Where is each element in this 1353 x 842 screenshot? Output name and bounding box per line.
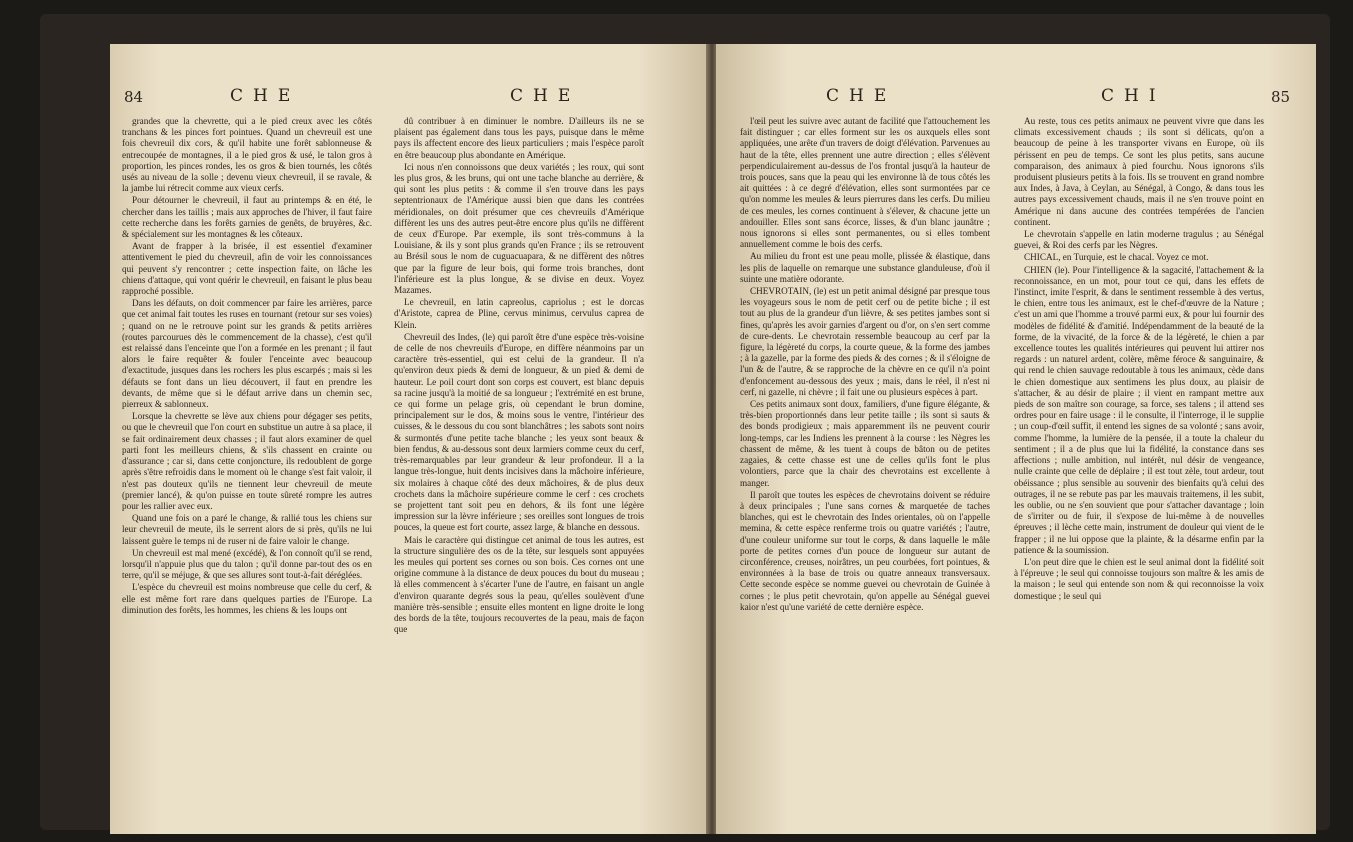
running-header: CHE (230, 86, 301, 106)
right-page (716, 44, 1316, 834)
open-book (40, 14, 1330, 830)
paragraph: dû contribuer à en diminuer le nombre. D'ailleurs ils ne se plaisent pas également dans tous les pays, puisque dans le même pays ils affectent encore des lieux particuliers ; mais l'espèce paroît en être beaucoup plus abondante en Amérique. (394, 116, 644, 160)
page-number: 84 (124, 88, 144, 106)
paragraph: Ici nous n'en connoissons que deux variétés ; les roux, qui sont les plus gros, & les bruns, qui ont une tache blanche au derrière, & qui sont les plus petits : & comme il s'en trouve dans les pays septentrionaux de l'Amérique aussi bien que dans les contrées méridionales, on doit présumer que ces chevreuils d'Amérique diffèrent les uns des autres peut-être encore plus qu'ils ne diffèrent de ceux d'Europe. Par exemple, ils sont très-communs à la Louisiane, & ils y sont plus grands qu'en France ; ils se retrouvent au Brésil sous le nom de cuguacuapara, & ne diffèrent des nôtres que par la figure de leur bois, qui forme trois branches, dont l'inférieure est la plus longue, & se divise en deux. Voyez Mazames. (394, 161, 644, 296)
paragraph: Ces petits animaux sont doux, familiers, d'une figure élégante, & très-bien proportionnés dans leur petite taille ; ils sont si sauts & des bonds prodigieux ; mais apparemment ils ne peuvent courir long-temps, car les Indiens les prennent à la course : les Nègres les chassent de même, & les tuent à coups de bâton ou de petites zagaies, & cette chasse est une de celles qu'ils font le plus volontiers, parce que la chair des chevrotains est excellente à manger. (740, 399, 990, 488)
paragraph: Un chevreuil est mal mené (excédé), & l'on connoît qu'il se rend, lorsqu'il n'appuie plus que du talon ; qu'il donne par-tout des os en terre, qu'il se méjuge, & que ses allures sont tout-à-fait déréglées. (122, 547, 372, 581)
running-header: CHE (510, 86, 581, 106)
text-column (394, 116, 644, 816)
page-number: 85 (1271, 88, 1291, 106)
paragraph: Avant de frapper à la brisée, il est essentiel d'examiner attentivement le pied du chevreuil, afin de voir les connoissances qui peuvent s'y rencontrer ; cette inspection faite, on lâche les chiens d'attaque, qui vont quérir le chevreuil, en faisant le plus beau rapproché possible. (122, 241, 372, 297)
paragraph: CHEVROTAIN, (le) est un petit animal désigné par presque tous les voyageurs sous le nom de petit cerf ou de petite biche ; il est tout au plus de la grandeur d'un lièvre, & ses petites jambes sont si fines, qu'après les avoir garnies d'argent ou d'or, on s'en sert comme de cure-dents. Le chevrotain ressemble beaucoup au cerf par la figure, la légèreté du corps, la courte queue, & la forme des jambes ; à la gazelle, par la forme des pieds & des cornes ; & il s'éloigne de l'un & de l'autre, & se rapproche de la chèvre en ce qu'il n'a point d'enfoncement au-dessous des yeux ; mais, dans le réel, il n'est ni cerf, ni gazelle, ni chèvre ; il fait une ou plusieurs espèces à part. (740, 286, 990, 397)
paragraph: Mais le caractère qui distingue cet animal de tous les autres, est la structure singulière des os de la tête, sur lesquels sont appuyées les meules qui portent ses cornes ou son bois. Ces cornes ont une origine commune à la distance de deux pouces du bout du museau ; là elles commencent à s'écarter l'une de l'autre, en faisant un angle d'environ quarante degrés sous la peau, qu'elles soulèvent d'une manière très-sensible ; ensuite elles montent en ligne droite le long des bords de la tête, toujours recouvertes de la peau, mais de façon que (394, 534, 644, 635)
paragraph: Le chevrotain s'appelle en latin moderne tragulus ; au Sénégal guevei, & Roi des cerfs par les Nègres. (1014, 229, 1264, 251)
paragraph: L'on peut dire que le chien est le seul animal dont la fidélité soit à l'épreuve ; le seul qui connoisse toujours son maître & les amis de la maison ; le seul qui entende son nom & qui reconnoisse la voix domestique ; le seul qui (1014, 556, 1264, 601)
paragraph: Pour détourner le chevreuil, il faut au printemps & en été, le chercher dans les taillis ; mais aux approches de l'hiver, il faut faire cette recherche dans les forêts garnies de genêts, de bruyères, &c. & spécialement sur les montagnes & les côteaux. (122, 195, 372, 240)
paragraph: Il paroît que toutes les espèces de chevrotains doivent se réduire à deux principales ; l'une sans cornes & marquetée de taches blanches, qui est le chevrotain des Indes orientales, où on l'appelle memina, & cette espèce renferme trois ou quatre variétés ; l'autre, d'une couleur uniforme sur tout le corps, & dans laquelle le mâle porte de petites cornes d'un pouce de longueur sur autant de circonférence, creuses, noirâtres, un peu courbées, fort pointues, & environnées à la base de trois ou quatre anneaux transversaux. Cette seconde espèce se nomme guevei ou chevrotain de Guinée à cornes ; le plus petit chevrotain, qu'on appelle au Sénégal guevei kaior n'est qu'une variété de cette dernière espèce. (740, 489, 990, 612)
paragraph: Quand une fois on a paré le change, & rallié tous les chiens sur leur chevreuil de meute, ils le serrent alors de si près, qu'ils ne lui laissent guère le temps ni de ruser ni de faire valoir le change. (122, 513, 372, 546)
paragraph: l'œil peut les suivre avec autant de facilité que l'attouchement les fait distinguer ; car elles forment sur les os auxquels elles sont appliquées, une arête d'un travers de doigt d'élévation. Parvenues au haut de la tête, elles prennent une autre direction ; elles s'élèvent perpendiculairement au-dessus de l'os frontal jusqu'à la hauteur de trois pouces, sans que la peau qui les environne là de tous côtés les ait quittées : à ce degré d'élévation, elles sont surmontées par ce qu'on nomme les meules & leurs pierrures dans les cerfs. Du milieu de ces meules, les cornes continuent à s'élever, & chacune jette un andouiller. Elles sont sans écorce, lisses, & d'un blanc jaunâtre ; nous ignorons si elles sont permanentes, ou si elles tombent annuellement comme le bois des cerfs. (740, 116, 990, 250)
paragraph: Au milieu du front est une peau molle, plissée & élastique, dans les plis de laquelle on remarque une substance glanduleuse, d'où il suinte une matière odorante. (740, 251, 990, 284)
text-column (1014, 116, 1264, 816)
paragraph: CHICAL, en Turquie, est le chacal. Voyez ce mot. (1024, 252, 1209, 263)
paragraph: Lorsque la chevrette se lève aux chiens pour dégager ses petits, ou que le chevreuil que l'on court en substitue un autre à sa place, il se fait ordinairement deux chasses ; il faut alors examiner de quel parti font les meilleurs chiens, & s'ils chassent en crainte ou d'assurance ; car si, dans cette conjoncture, ils redoublent de gorge après s'être refroidis dans le moment où le change s'est fait valoir, il n'est pas douteux qu'ils ne tiennent leur chevreuil de meute (premier lancé), & qu'on puisse en toute sûreté rompre les autres pour les rallier avec eux. (122, 411, 372, 511)
left-page (110, 44, 710, 834)
running-header: CHE (826, 86, 897, 106)
paragraph: Le chevreuil, en latin capreolus, capriolus ; est le dorcas d'Aristote, caprea de Pline, cervus minimus, cervulus caprea de Klein. (394, 297, 644, 330)
text-column (740, 116, 990, 816)
text-column (122, 116, 372, 816)
running-header: CHI (1101, 86, 1166, 106)
paragraph: grandes que la chevrette, qui a le pied creux avec les côtés tranchans & les pinces fort pointues. Quand un chevreuil est une fois chevreuil dix cors, & qu'il habite une forêt sablonneuse & entrecoupée de montagnes, il a le pied gros & usé, le talon gros à proportion, les pinces rondes, les os gros & bien tournés, les côtés usés au niveau de la solle ; devenu vieux chevreuil, il se ravale, & la jambe lui rétrecit comme aux vieux cerfs. (122, 116, 372, 194)
paragraph: Chevreuil des Indes, (le) qui paroît être d'une espèce très-voisine de celle de nos chevreuils d'Europe, en diffère néanmoins par un caractère très-essentiel, qui est celui de la grandeur. Il n'a qu'environ deux pieds & demi de longueur, & un pied & demi de hauteur. Le poil court dont son corps est couvert, est blanc depuis sa racine jusqu'à la moitié de sa longueur ; l'extrémité en est brune, ce qui forme un pelage gris, où cependant le brun domine, principalement sur le dos, & moins sous le ventre, l'intérieur des cuisses, & le dessous du cou sont blanchâtres ; les sabots sont noirs & surmontés d'une petite tache blanche ; les yeux sont beaux & bien fendus, & au-dessous sont deux larmiers comme ceux du cerf, très-remarquables par leur grandeur & leur profondeur. Il a la langue très-longue, huit dents incisives dans la mâchoire inférieure, six molaires à chaque côté des deux mâchoires, & de plus deux crochets dans la mâchoire supérieure comme le cerf : ces crochets se projettent tant soit peu en dehors, & ils font une légère impression sur la lèvre inférieure ; ses oreilles sont longues de trois pouces, la queue est fort courte, assez large, & blanche en dessous. (394, 331, 644, 533)
paragraph: Dans les défauts, on doit commencer par faire les arrières, parce que cet animal fait toutes les ruses en tournant (retour sur ses voies) ; quand on ne le retrouve point sur les grands & petits arrières (routes parcourues dès le commencement de la chasse), c'est qu'il est relaissé dans l'enceinte que l'on a formée en les prenant ; il faut alors le faire requêter & fouler l'enceinte avec beaucoup d'exactitude, jusques dans les rochers les plus escarpés ; mais si les défauts se font dans un lieu découvert, il faut en prendre les devants, de même que si le défaut arrive dans un chemin sec, pierreux & sablonneux. (122, 298, 372, 410)
paragraph: Au reste, tous ces petits animaux ne peuvent vivre que dans les climats excessivement chauds ; ils sont si délicats, qu'on a beaucoup de peine à les transporter vivans en Europe, où ils périssent en peu de temps. Ce sont les plus petits, sans aucune comparaison, des animaux à pied fourchu. Nous ignorons s'ils produisent plusieurs petits à la fois. Ils se trouvent en grand nombre aux Indes, à Java, à Ceylan, au Sénégal, à Congo, & dans tous les autres pays excessivement chauds, mais il ne s'en trouve point en Amérique ni dans aucune des contrées tempérées de l'ancien continent. (1014, 116, 1264, 227)
paragraph: CHIEN (le). Pour l'intelligence & la sagacité, l'attachement & la reconnoissance, en un mot, pour tout ce qui, dans les effets de l'instinct, imite l'esprit, & dans le sentiment ressemble à des vertus, le chien, entre tous les animaux, est le chef-d'œuvre de la Nature ; c'est un ami que l'homme a trouvé parmi eux, & pour lui fournir des modèles de fidélité & d'amitié. Indépendamment de la beauté de la forme, de la vivacité, de la force & de la légèreté, le chien a par excellence toutes les qualités intérieures qui peuvent lui attirer nos regards : un naturel ardent, colère, même féroce & sanguinaire, & qui rend le chien sauvage redoutable à tous les animaux, cède dans le chien domestique aux sentimens les plus doux, au plaisir de s'attacher, & au désir de plaire ; il vient en rampant mettre aux pieds de son maître son courage, sa force, ses talens ; il attend ses ordres pour en faire usage : il le consulte, il l'interroge, il le supplie ; un coup-d'œil suffit, il entend les signes de sa volonté ; sans avoir, comme l'homme, la lumière de la pensée, il a toute la chaleur du sentiment ; il a de plus que lui la fidélité, la constance dans ses affections ; nulle ambition, nul intérêt, nul désir de vengeance, nulle crainte que celle de déplaire ; il est tout zèle, tout ardeur, tout obéissance ; plus sensible au souvenir des bienfaits qu'à celui des outrages, il ne se rebute pas par les mauvais traitemens, il les subit, les oublie, ou ne s'en souvient que pour s'attacher davantage ; loin de s'irriter ou de fuir, il s'expose de lui-même à de nouvelles épreuves ; il lèche cette main, instrument de douleur qui vient de le frapper ; il ne lui oppose que la plainte, & la désarme enfin par la patience & la soumission. (1014, 264, 1264, 555)
paragraph: L'espèce du chevreuil est moins nombreuse que celle du cerf, & elle est même fort rare dans quelques parties de l'Europe. La diminution des forêts, les hommes, les chiens & les loups ont (122, 582, 372, 615)
